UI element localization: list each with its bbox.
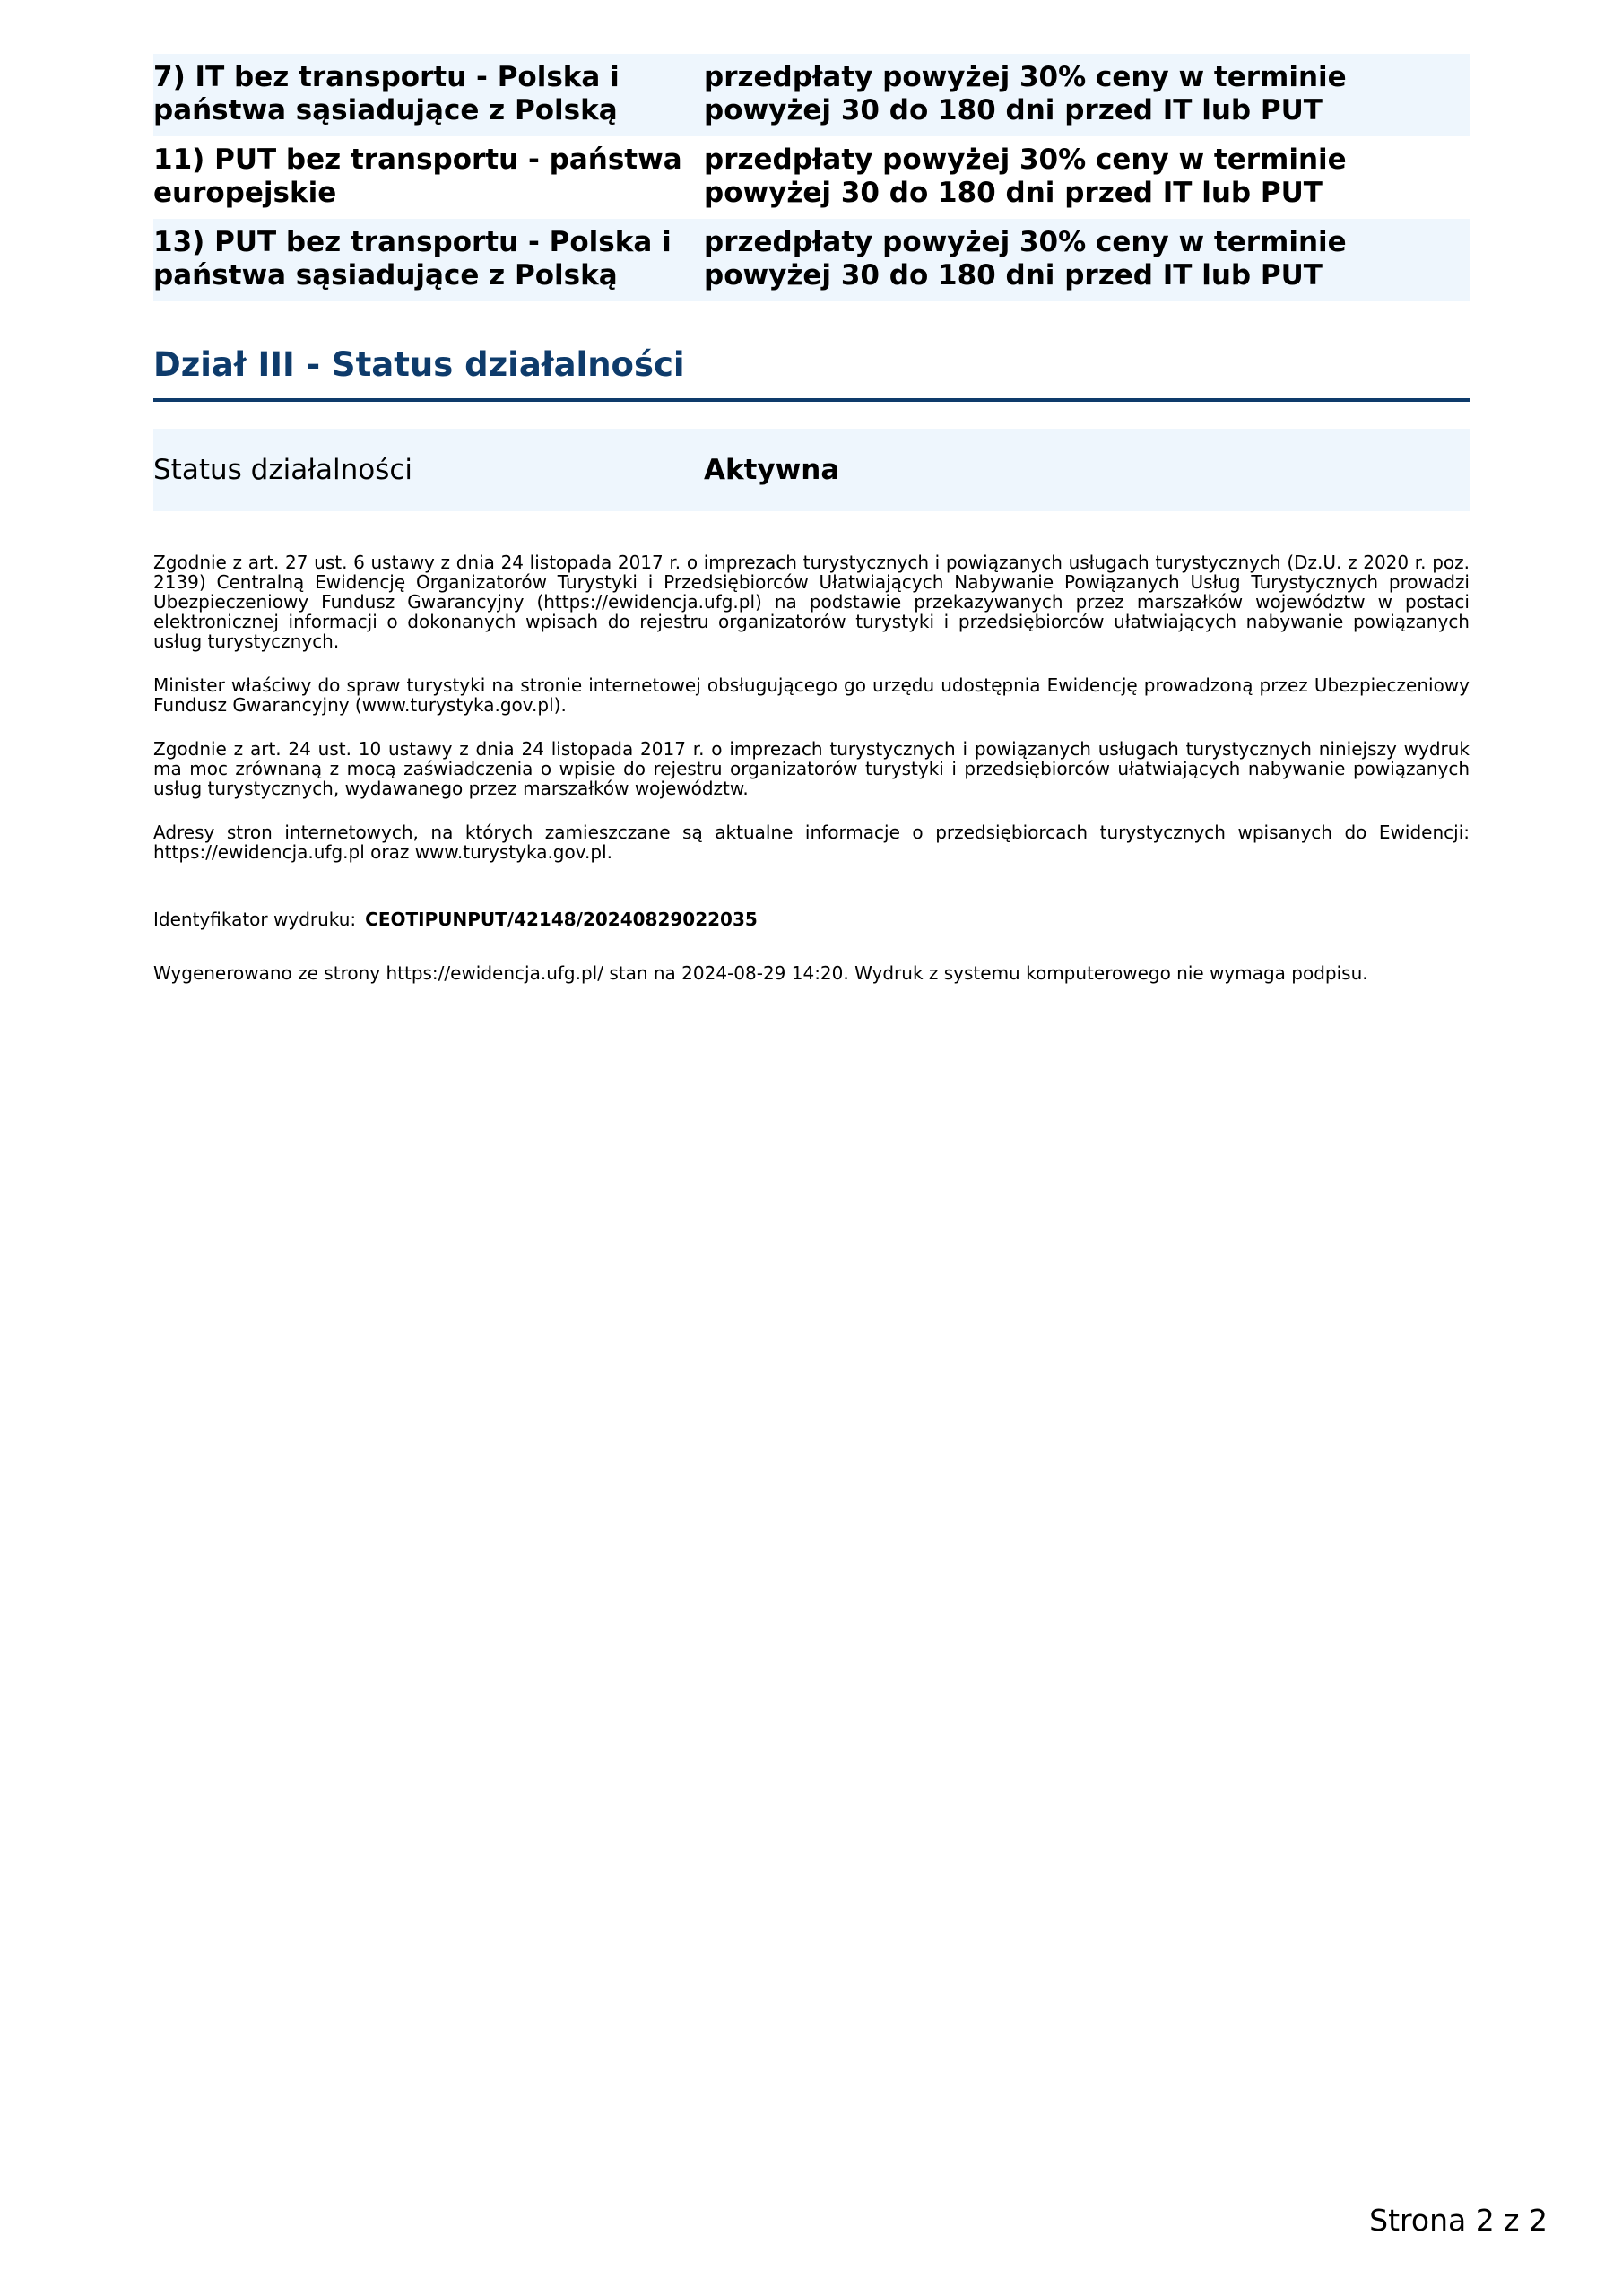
offer-type-cell: 13) PUT bez transportu - Polska i państwa sąsiadujące z Polską [153, 226, 672, 291]
legal-note: Adresy stron internetowych, na których zamieszczane są aktualne informacje o przedsiębiorcach turystycznych wpisanych do Ewidencji: https://ewidencja.ufg.pl oraz www.turystyka.gov.pl. [153, 822, 1470, 863]
page-number: Strona 2 z 2 [1369, 2203, 1548, 2238]
prepayment-condition-cell: przedpłaty powyżej 30% ceny w terminie powyżej 30 do 180 dni przed IT lub PUT [704, 61, 1347, 126]
status-label: Status działalności [153, 454, 413, 486]
generated-note: Wygenerowano ze strony https://ewidencja.ufg.pl/ stan na 2024-08-29 14:20. Wydruk z systemu komputerowego nie wymaga podpisu. [153, 962, 1368, 984]
legal-note: Zgodnie z art. 24 ust. 10 ustawy z dnia 24 listopada 2017 r. o imprezach turystycznych i powiązanych usługach turystycznych niniejszy wydruk ma moc zrównaną z mocą zaświadczenia o wpisie do rejestru organizatorów turystyki i przedsiębiorców ułatwiających nabywanie powiązanych usług turystycznych, wydawanego przez marszałków województw. [153, 738, 1470, 799]
status-row [153, 429, 1470, 511]
legal-note: Minister właściwy do spraw turystyki na stronie internetowej obsługującego go urzędu udostępnia Ewidencję prowadzoną przez Ubezpieczeniowy Fundusz Gwarancyjny (www.turystyka.gov.pl). [153, 674, 1470, 716]
legal-notes [153, 552, 1470, 862]
legal-note: Zgodnie z art. 27 ust. 6 ustawy z dnia 24 listopada 2017 r. o imprezach turystycznych i powiązanych usługach turystycznych (Dz.U. z 2020 r. poz. 2139) Centralną Ewidencję Organizatorów Turystyki i Przedsiębiorców Ułatwiających Nabywanie Powiązanych Usług Turystycznych prowadzi Ubezpieczeniowy Fundusz Gwarancyjny (https://ewidencja.ufg.pl) na podstawie przekazywanych przez marszałków województw w postaci elektronicznej informacji o dokonanych wpisach do rejestru organizatorów turystyki i przedsiębiorców ułatwiających nabywanie powiązanych usług turystycznych. [153, 552, 1470, 652]
table-row [153, 219, 1470, 301]
prepayment-condition-cell: przedpłaty powyżej 30% ceny w terminie powyżej 30 do 180 dni przed IT lub PUT [704, 226, 1347, 291]
printout-identifier [153, 909, 1470, 930]
prepayment-condition-cell: przedpłaty powyżej 30% ceny w terminie powyżej 30 do 180 dni przed IT lub PUT [704, 144, 1347, 209]
document-page [153, 54, 1470, 984]
offer-type-cell: 11) PUT bez transportu - państwa europejskie [153, 144, 682, 209]
offer-type-cell: 7) IT bez transportu - Polska i państwa sąsiadujące z Polską [153, 61, 620, 126]
table-row [153, 54, 1470, 136]
identifier-label: Identyfikator wydruku: [153, 909, 357, 930]
table-row [153, 136, 1470, 219]
status-value: Aktywna [704, 454, 840, 486]
identifier-value: CEOTIPUNPUT/42148/20240829022035 [365, 909, 758, 930]
section-heading: Dział III - Status działalności [153, 344, 1470, 402]
